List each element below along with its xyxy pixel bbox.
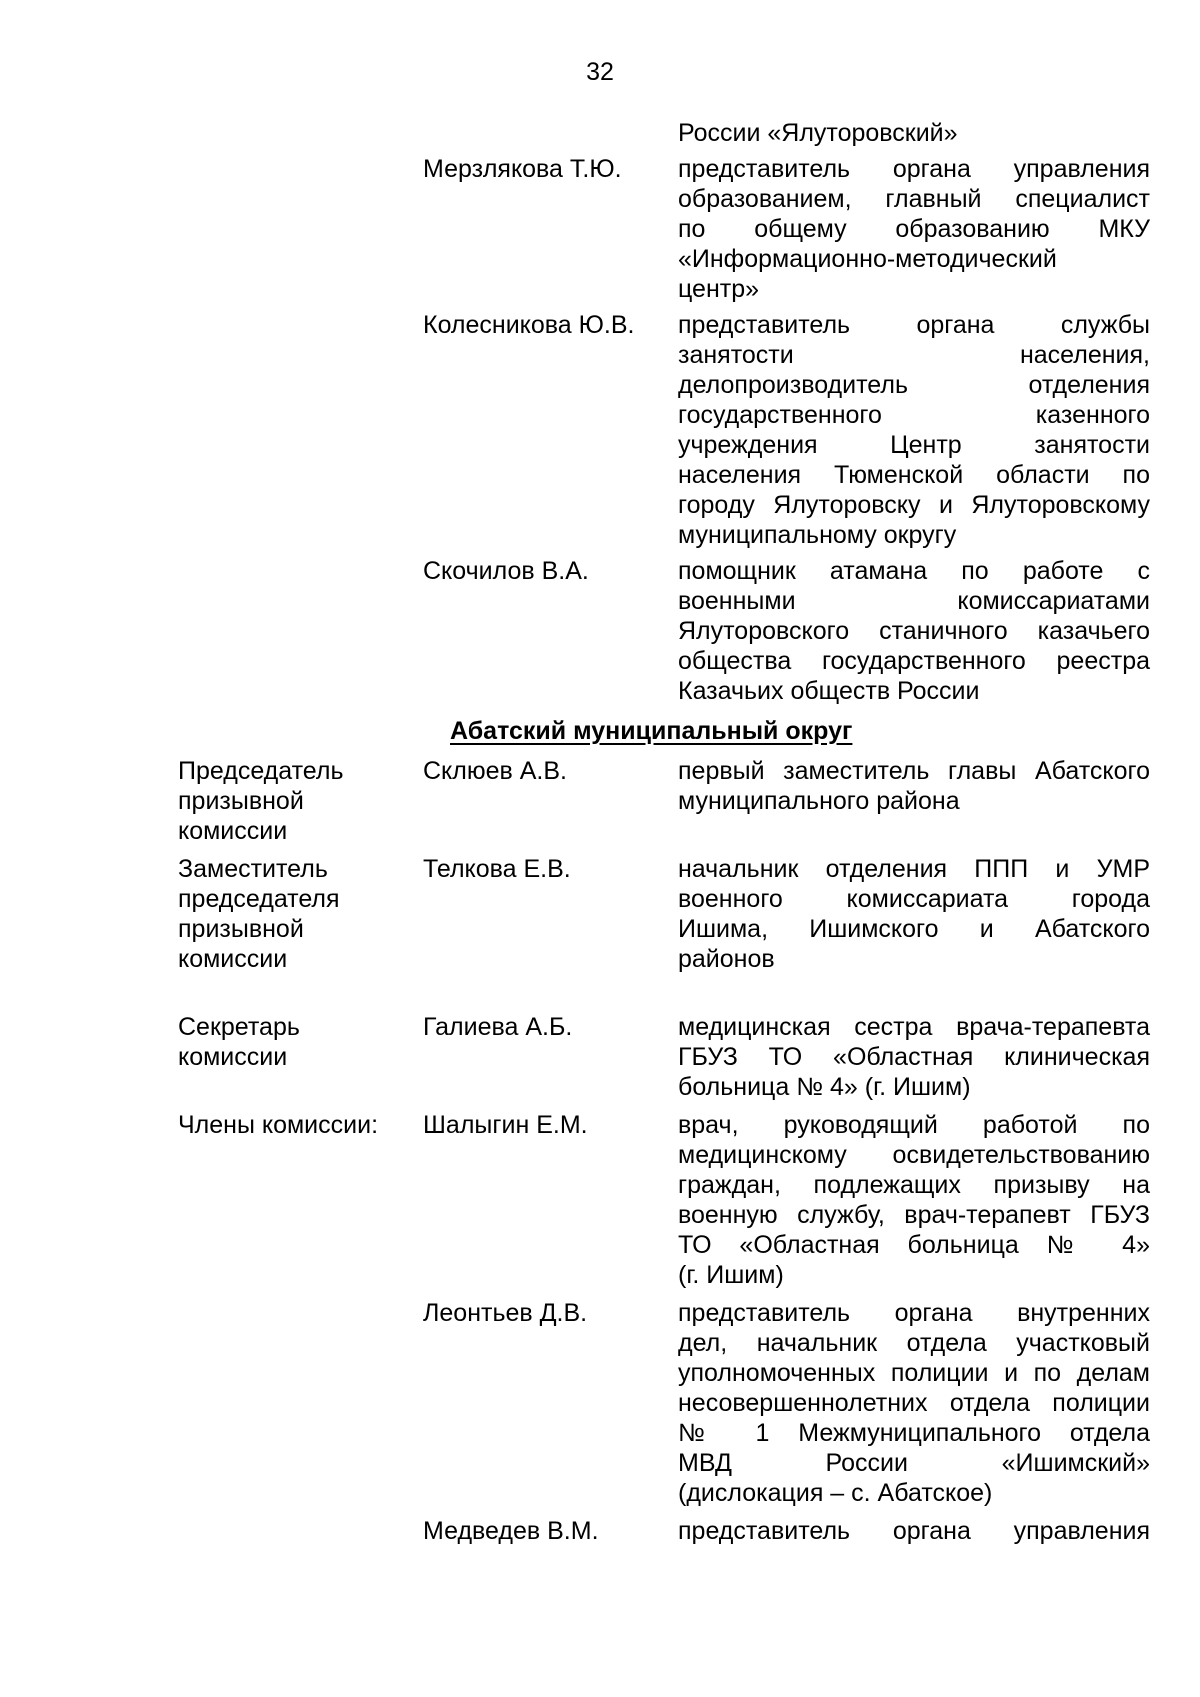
- document-body: [0, 118, 1200, 1546]
- member-description: [678, 310, 1150, 550]
- member-name: Галиева А.Б.: [423, 1013, 573, 1041]
- description-line: центр»: [678, 275, 760, 303]
- member-name: Шалыгин Е.М.: [423, 1111, 588, 1139]
- continuation-row: [0, 118, 1200, 148]
- role-line: призывной: [178, 787, 304, 815]
- member-description: [678, 556, 1150, 706]
- commission-row: [0, 1110, 1200, 1290]
- description-line: военного комиссариата города: [678, 885, 1150, 913]
- role-line: комиссии: [178, 817, 288, 845]
- description-line: медицинская сестра врача-терапевта: [678, 1013, 1150, 1041]
- description-line: (г. Ишим): [678, 1261, 784, 1289]
- commission-role: [178, 854, 408, 974]
- description-line: по общему образованию МКУ: [678, 215, 1150, 243]
- description-line: несовершеннолетних отдела полиции: [678, 1389, 1150, 1417]
- role-line: комиссии: [178, 1043, 288, 1071]
- description-line: начальник отделения ППП и УМР: [678, 855, 1150, 883]
- description-line: представитель органа управления: [678, 155, 1150, 183]
- role-line: председателя: [178, 885, 340, 913]
- description-line: военную службу, врач-терапевт ГБУЗ: [678, 1201, 1150, 1229]
- member-description: [678, 1516, 1150, 1546]
- role-line: комиссии: [178, 945, 288, 973]
- description-line: Казачьих обществ России: [678, 677, 980, 705]
- description-line: образованием, главный специалист: [678, 185, 1150, 213]
- commission-role: [178, 1012, 408, 1072]
- member-description: [678, 1012, 1150, 1102]
- commission-role: [178, 1110, 408, 1140]
- role-line: Секретарь: [178, 1013, 300, 1041]
- description-line: первый заместитель главы Абатского: [678, 757, 1150, 785]
- description-line: врач, руководящий работой по: [678, 1111, 1150, 1139]
- description-line: России «Ялуторовский»: [678, 119, 958, 147]
- description-line: делопроизводитель отделения: [678, 371, 1150, 399]
- description-line: общества государственного реестра: [678, 647, 1150, 675]
- member-name: Медведев В.М.: [423, 1517, 599, 1545]
- description-line: занятости населения,: [678, 341, 1150, 369]
- description-line: ГБУЗ ТО «Областная клиническая: [678, 1043, 1150, 1071]
- description-line: представитель органа службы: [678, 311, 1150, 339]
- page-number: 32: [586, 58, 614, 86]
- commission-row: [0, 1516, 1200, 1546]
- role-line: Заместитель: [178, 855, 328, 883]
- member-row: [0, 556, 1200, 706]
- member-description: [678, 854, 1150, 974]
- role-line: призывной: [178, 915, 304, 943]
- member-name: Леонтьев Д.В.: [423, 1299, 588, 1327]
- section-title: Абатский муниципальный округ: [450, 717, 853, 745]
- description-line: городу Ялуторовску и Ялуторовскому: [678, 491, 1150, 519]
- member-description: [678, 1110, 1150, 1290]
- description-line: военными комиссариатами: [678, 587, 1150, 615]
- description-line: муниципального района: [678, 787, 960, 815]
- description-line: Ишима, Ишимского и Абатского: [678, 915, 1150, 943]
- commission-row: [0, 1012, 1200, 1102]
- description-line: «Информационно-методический: [678, 245, 1057, 273]
- description-line: ТО «Областная больница № 4»: [678, 1231, 1150, 1259]
- description-line: медицинскому освидетельствованию: [678, 1141, 1150, 1169]
- description-line: районов: [678, 945, 775, 973]
- member-description: [678, 154, 1150, 304]
- member-name: Телкова Е.В.: [423, 855, 571, 883]
- description-line: уполномоченных полиции и по делам: [678, 1359, 1150, 1387]
- commission-row: [0, 756, 1200, 846]
- member-row: [0, 154, 1200, 304]
- member-description: [678, 1298, 1150, 1508]
- description-line: учреждения Центр занятости: [678, 431, 1150, 459]
- member-name: Мерзлякова Т.Ю.: [423, 155, 622, 183]
- role-line: Члены комиссии:: [178, 1111, 379, 1139]
- description-line: государственного казенного: [678, 401, 1150, 429]
- description-line: помощник атамана по работе с: [678, 557, 1150, 585]
- member-description: [678, 118, 1150, 148]
- commission-row: [0, 854, 1200, 974]
- description-line: Ялуторовского станичного казачьего: [678, 617, 1150, 645]
- description-line: больница № 4» (г. Ишим): [678, 1073, 971, 1101]
- commission-row: [0, 1298, 1200, 1508]
- commission-role: [178, 756, 408, 846]
- description-line: дел, начальник отдела участковый: [678, 1329, 1150, 1357]
- member-name: Скочилов В.А.: [423, 557, 589, 585]
- member-name: Колесникова Ю.В.: [423, 311, 635, 339]
- description-line: представитель органа управления: [678, 1517, 1150, 1545]
- description-line: представитель органа внутренних: [678, 1299, 1150, 1327]
- description-line: граждан, подлежащих призыву на: [678, 1171, 1150, 1199]
- member-description: [678, 756, 1150, 816]
- description-line: муниципальному округу: [678, 521, 957, 549]
- member-name: Склюев А.В.: [423, 757, 567, 785]
- member-row: [0, 310, 1200, 550]
- description-line: (дислокация – с. Абатское): [678, 1479, 993, 1507]
- role-line: Председатель: [178, 757, 344, 785]
- description-line: МВД России «Ишимский»: [678, 1449, 1150, 1477]
- description-line: населения Тюменской области по: [678, 461, 1150, 489]
- description-line: № 1 Межмуниципального отдела: [678, 1419, 1150, 1447]
